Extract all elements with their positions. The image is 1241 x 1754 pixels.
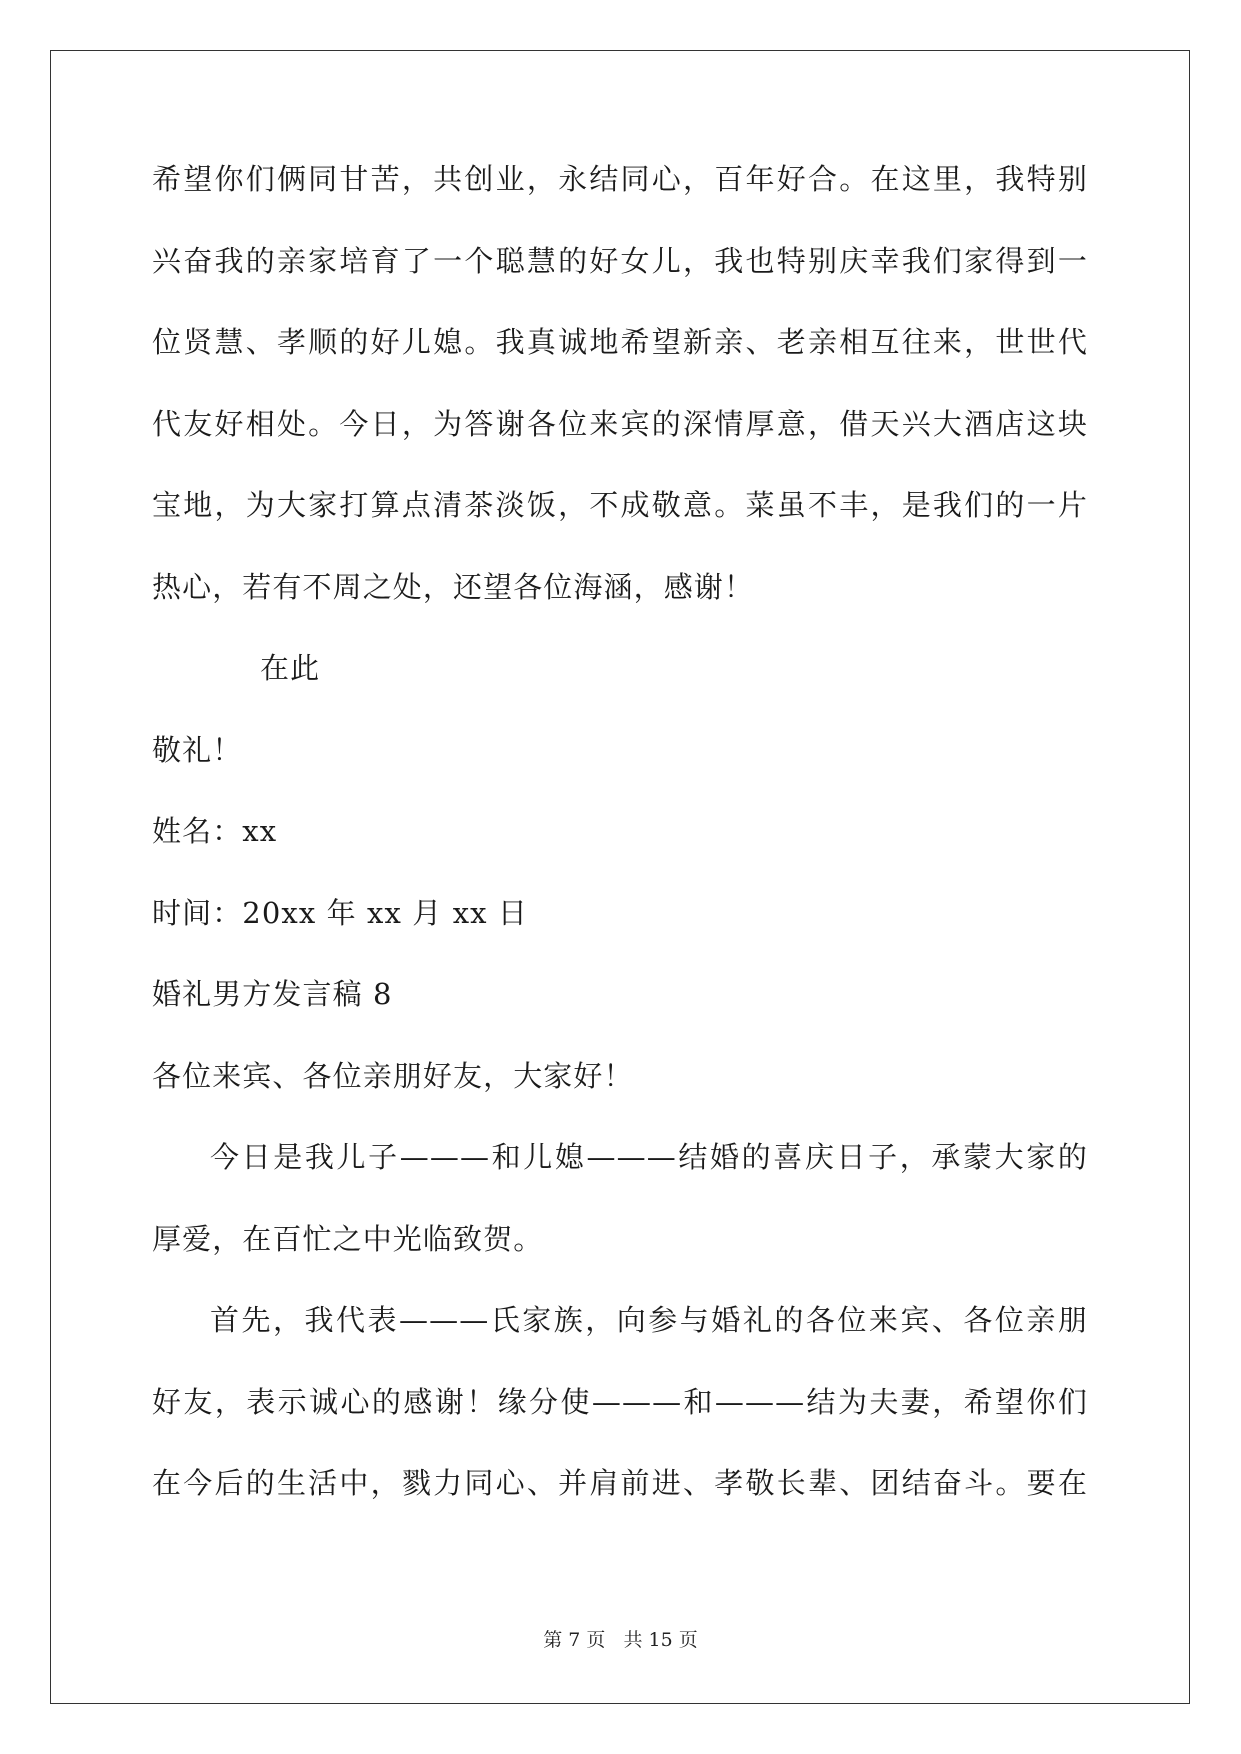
document-body <box>152 160 1088 1546</box>
paragraph-line: 在今后的生活中，戮力同心、并肩前进、孝敬长辈、团结奋斗。要在 <box>152 1466 1088 1500</box>
paragraph-line: 兴奋我的亲家培育了一个聪慧的好女儿，我也特别庆幸我们家得到一 <box>152 243 1088 278</box>
closing-phrase: 在此 <box>260 651 321 685</box>
paragraph-line: 希望你们俩同甘苦，共创业，永结同心，百年好合。在这里，我特别 <box>152 162 1088 196</box>
page-number: 第 7 页 <box>543 1629 606 1651</box>
signature-name: 姓名：xx <box>152 814 278 848</box>
paragraph-line: 好友，表示诚心的感谢！缘分使———和———结为夫妻，希望你们 <box>152 1384 1088 1419</box>
paragraph-line: 代友好相处。今日，为答谢各位来宾的深情厚意，借天兴大酒店这块 <box>152 406 1088 441</box>
paragraph-line: 厚爱，在百忙之中光临致贺。 <box>152 1221 544 1256</box>
greeting: 各位来宾、各位亲朋好友，大家好！ <box>152 1058 634 1093</box>
paragraph-line: 热心，若有不周之处，还望各位海涵，感谢！ <box>152 569 755 604</box>
page-footer <box>0 1628 1241 1652</box>
paragraph-line: 宝地，为大家打算点清茶淡饭，不成敬意。菜虽不丰，是我们的一片 <box>152 488 1088 522</box>
signature-date: 时间：20xx 年 xx 月 xx 日 <box>152 895 529 930</box>
paragraph-line: 首先，我代表———氏家族，向参与婚礼的各位来宾、各位亲朋 <box>210 1303 1088 1337</box>
section-title: 婚礼男方发言稿 8 <box>152 977 393 1011</box>
page-total: 共 15 页 <box>623 1629 698 1651</box>
salutation: 敬礼！ <box>152 732 243 767</box>
paragraph-line: 今日是我儿子———和儿媳———结婚的喜庆日子，承蒙大家的 <box>210 1140 1088 1174</box>
paragraph-line: 位贤慧、孝顺的好儿媳。我真诚地希望新亲、老亲相互往来，世世代 <box>152 325 1088 359</box>
